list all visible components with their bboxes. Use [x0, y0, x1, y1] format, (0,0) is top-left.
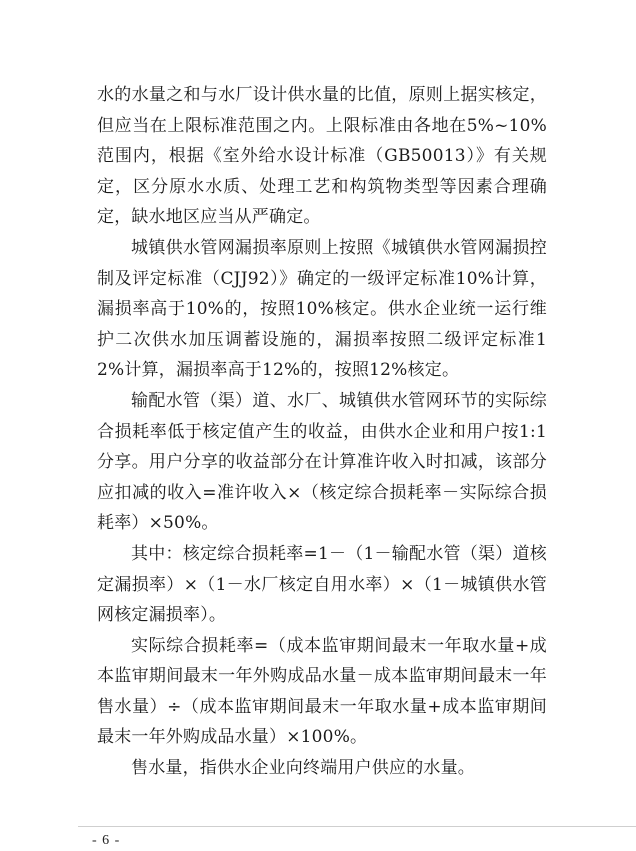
paragraph-approved-loss-formula: 其中：核定综合损耗率=1－（1－输配水管（渠）道核定漏损率）×（1－水厂核定自用水率）×（1－城镇供水管网核定漏损率）。 [97, 543, 547, 626]
footer-divider [78, 826, 636, 827]
document-body [97, 80, 547, 784]
paragraph-network-leakage-rate: 城镇供水管网漏损率原则上按照《城镇供水管网漏损控制及评定标准（CJJ92）》确定的一级评定标准10%计算，漏损率高于10%的，按照10%核定。供水企业统一运行维护二次供水加压调蓄设施的，漏损率按照二级评定标准12%计算，漏损率高于12%的，按照12%核定。 [97, 237, 547, 381]
paragraph-actual-loss-formula: 实际综合损耗率=（成本监审期间最末一年取水量+成本监审期间最末一年外购成品水量－成本监审期间最末一年售水量）÷（成本监审期间最末一年取水量+成本监审期间最末一年外购成品水量）×100%。 [97, 635, 547, 748]
paragraph-design-supply-ratio: 水的水量之和与水厂设计供水量的比值，原则上据实核定，但应当在上限标准范围之内。上限标准由各地在5%~10%范围内，根据《室外给水设计标准（GB50013）》有关规定，区分原水水质、处理工艺和构筑物类型等因素合理确定，缺水地区应当从严确定。 [97, 85, 547, 228]
page-number: - 6 - [92, 833, 121, 848]
paragraph-loss-benefit-sharing: 输配水管（渠）道、水厂、城镇供水管网环节的实际综合损耗率低于核定值产生的收益，由供水企业和用户按1:1分享。用户分享的收益部分在计算准许收入时扣减，该部分应扣减的收入=准许收入×（核定综合损耗率－实际综合损耗率）×50%。 [97, 390, 547, 534]
paragraph-sold-water-definition: 售水量，指供水企业向终端用户供应的水量。 [131, 758, 475, 779]
